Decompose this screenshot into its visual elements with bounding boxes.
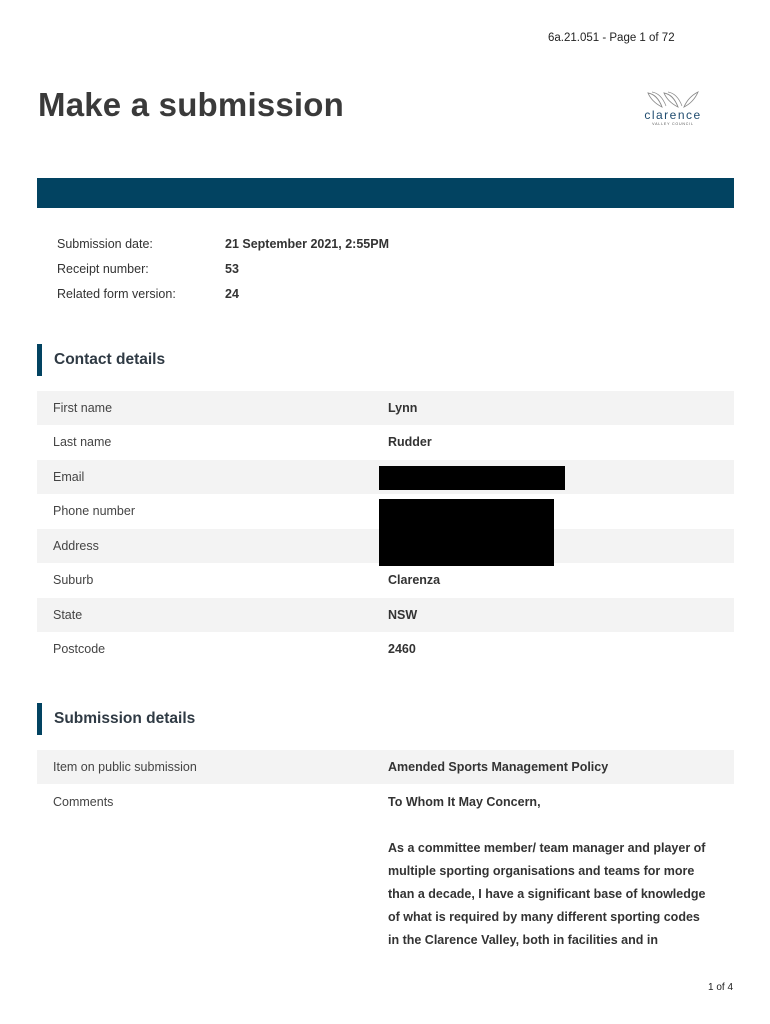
postcode-value: 2460: [388, 642, 416, 656]
item-label: Item on public submission: [53, 760, 197, 774]
page-title: Make a submission: [38, 86, 345, 123]
form-version-label: Related form version:: [57, 287, 176, 301]
state-value: NSW: [388, 608, 418, 622]
submission-date-value: 21 September 2021, 2:55PM: [225, 237, 389, 251]
receipt-number-value: 53: [225, 262, 239, 276]
table-row: [37, 785, 734, 819]
item-value: Amended Sports Management Policy: [388, 760, 609, 774]
table-row: [37, 425, 734, 459]
comments-label: Comments: [53, 795, 114, 809]
header-banner: [37, 178, 734, 208]
council-logo: [640, 90, 706, 130]
suburb-label: Suburb: [53, 573, 94, 587]
section-title: Submission details: [54, 710, 196, 727]
form-version-value: 24: [225, 287, 239, 301]
email-label: Email: [53, 470, 85, 484]
comments-greeting: To Whom It May Concern,: [388, 795, 541, 809]
last-name-value: Rudder: [388, 435, 432, 449]
table-row: [37, 563, 734, 597]
comment-line: in the Clarence Valley, both in facilities and in: [388, 933, 658, 947]
suburb-value: Clarenza: [388, 573, 441, 587]
comment-line: multiple sporting organisations and teams for more: [388, 864, 695, 878]
table-row: [37, 391, 734, 425]
receipt-number-label: Receipt number:: [57, 262, 149, 276]
comment-line: As a committee member/ team manager and player of: [388, 841, 706, 855]
table-row: [37, 632, 734, 666]
submission-date-label: Submission date:: [57, 237, 153, 251]
logo-subtext: VALLEY COUNCIL: [652, 122, 694, 126]
comments-body: [388, 837, 738, 952]
address-label: Address: [53, 539, 99, 553]
table-row: [37, 598, 734, 632]
email-redaction: [379, 466, 565, 490]
first-name-label: First name: [53, 401, 113, 415]
comment-line: than a decade, I have a significant base of knowledge: [388, 887, 706, 901]
postcode-label: Postcode: [53, 642, 106, 656]
comment-line: of what is required by many different sporting codes: [388, 910, 700, 924]
last-name-label: Last name: [53, 435, 112, 449]
logo-wordmark: clarence: [644, 108, 702, 122]
phone-address-redaction: [379, 499, 554, 566]
document-reference: 6a.21.051 - Page 1 of 72: [548, 32, 675, 44]
first-name-value: Lynn: [388, 401, 418, 415]
feather-icon: [640, 90, 706, 110]
table-row: [37, 750, 734, 784]
state-label: State: [53, 608, 83, 622]
phone-number-label: Phone number: [53, 504, 136, 518]
section-accent-bar: [37, 344, 42, 376]
section-accent-bar: [37, 703, 42, 735]
page-number: 1 of 4: [708, 982, 734, 993]
section-title: Contact details: [54, 351, 166, 368]
